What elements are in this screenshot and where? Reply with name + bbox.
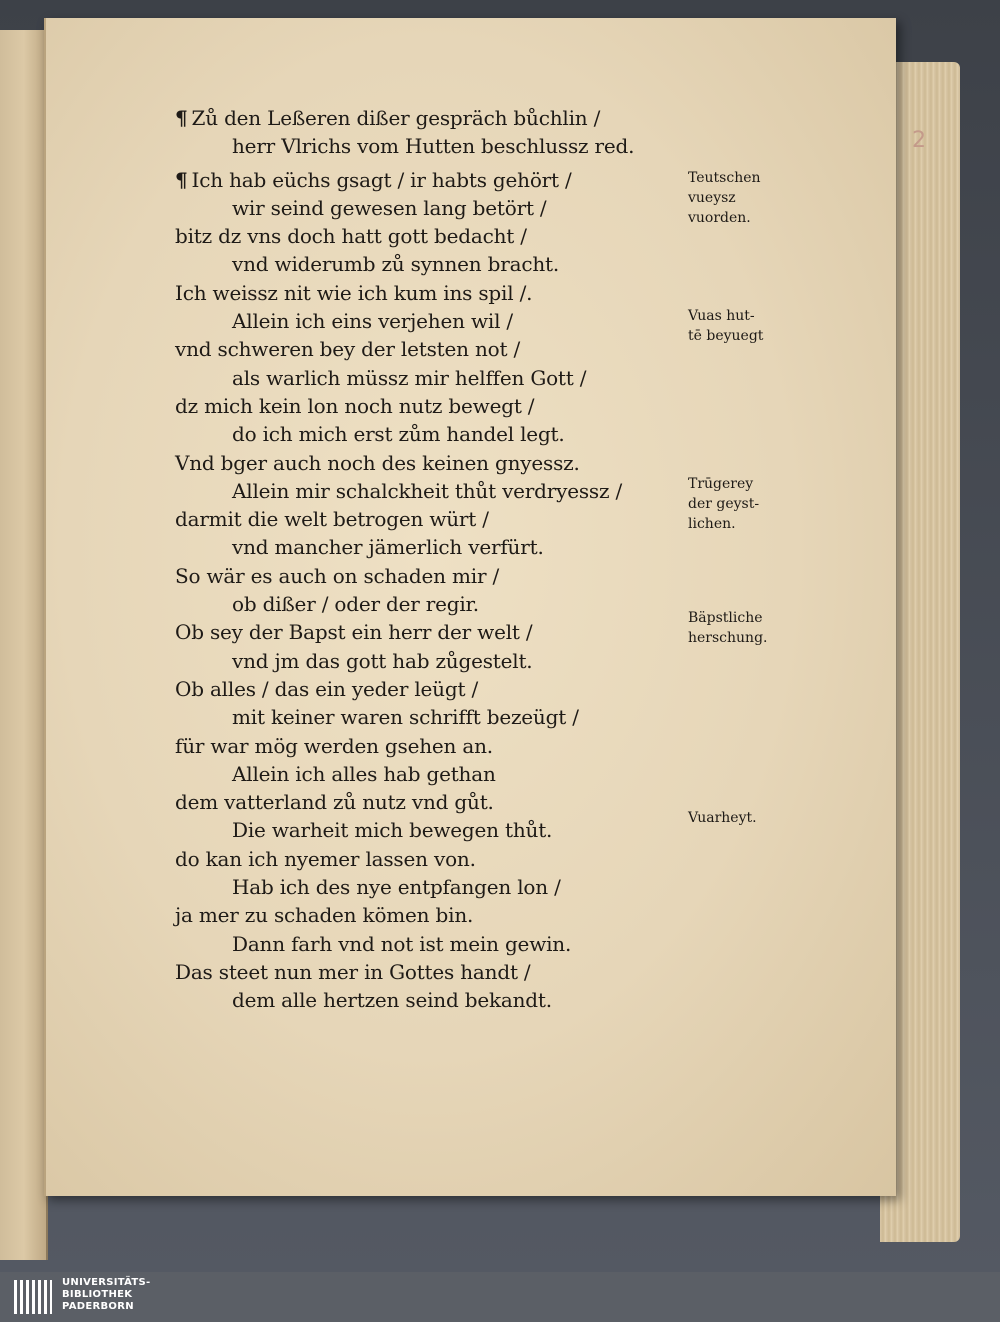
verse-line: dz mich kein lon noch nutz bewegt /: [175, 393, 535, 418]
verse-line: wir seind gewesen lang betört /: [232, 195, 547, 220]
marginal-note-line: tē beyuegt: [688, 328, 764, 344]
verse-line: Vnd bger auch noch des keinen gnyessz.: [175, 450, 580, 475]
verse-line: Die warheit mich bewegen thůt.: [232, 818, 553, 843]
marginal-note-line: Vuas hut-: [688, 308, 755, 324]
heading-line: ¶ Zů den Leßeren dißer gespräch bůchlin /: [175, 106, 601, 130]
verse-line: Ob alles / das ein yeder leügt /: [175, 676, 478, 701]
marginal-note-line: Bäpstliche: [688, 610, 763, 626]
library-logo-text: UNIVERSITÄTS- BIBLIOTHEK PADERBORN: [62, 1277, 151, 1312]
verse-list: [175, 166, 635, 1015]
verse-line: als warlich müssz mir helffen Gott /: [232, 365, 587, 390]
verse-line: Allein mir schalckheit thůt verdryessz /: [232, 478, 623, 503]
verse-line: dem vatterland zů nutz vnd gůt.: [175, 790, 494, 815]
marginal-note-line: Teutschen: [688, 170, 761, 186]
verse-line: ja mer zu schaden kömen bin.: [175, 903, 474, 928]
marginal-note: [688, 808, 757, 828]
verse-line: do ich mich erst zům handel legt.: [232, 422, 565, 447]
marginal-note: [688, 608, 767, 648]
verse-line: vnd mancher jämerlich verfürt.: [232, 535, 544, 560]
verse-line: für war mög werden gsehen an.: [175, 733, 493, 758]
library-logo-icon: [14, 1280, 52, 1314]
marginal-note-line: lichen.: [688, 516, 736, 532]
verse-line: ob dißer / oder der regir.: [232, 592, 479, 617]
verse-line: Allein ich eins verjehen wil /: [232, 309, 513, 334]
pilcrow-icon: ¶: [175, 106, 188, 130]
verse-line: vnd jm das gott hab zůgestelt.: [232, 648, 533, 673]
marginal-note-line: vueysz: [688, 190, 736, 206]
marginal-note-line: Vuarheyt.: [688, 810, 757, 826]
verse-line: Ob sey der Bapst ein herr der welt /: [175, 620, 533, 645]
verse-line: bitz dz vns doch hatt gott bedacht /: [175, 224, 527, 249]
verse-line: Dann farh vnd not ist mein gewin.: [232, 931, 572, 956]
verse-line: Das steet nun mer in Gottes handt /: [175, 959, 531, 984]
verse-line: dem alle hertzen seind bekandt.: [232, 988, 552, 1013]
heading-line: herr Vlrichs vom Hutten beschlussz red.: [232, 134, 635, 159]
verse-line: do kan ich nyemer lassen von.: [175, 846, 476, 871]
verse-line: darmit die welt betrogen würt /: [175, 507, 489, 532]
marginal-note-line: der geyst-: [688, 496, 760, 512]
previous-page-edge: [0, 30, 48, 1260]
marginal-note: [688, 168, 761, 228]
verse-line: Hab ich des nye entpfangen lon /: [232, 875, 561, 900]
pilcrow-icon: ¶: [175, 167, 188, 192]
verse-line: Ich weissz nit wie ich kum ins spil /.: [175, 280, 533, 305]
verse-line: Allein ich alles hab gethan: [232, 761, 496, 786]
marginal-note-line: herschung.: [688, 630, 768, 646]
marginal-note: [688, 474, 759, 534]
marginal-note-line: vuorden.: [688, 210, 751, 226]
page-number: 2: [912, 128, 926, 153]
verse-line: vnd schweren bey der letsten not /: [175, 337, 521, 362]
verse-line: mit keiner waren schrifft bezeügt /: [232, 705, 579, 730]
verse-line: So wär es auch on schaden mir /: [175, 563, 500, 588]
verse-line: ¶ Ich hab eüchs gsagt / ir habts gehört /: [175, 167, 572, 192]
verse-line: vnd widerumb zů synnen bracht.: [232, 252, 559, 277]
marginal-note: [688, 306, 763, 346]
marginal-note-line: Trūgerey: [688, 476, 754, 492]
library-footer: [0, 1272, 1000, 1322]
poem-text: [175, 104, 635, 1015]
